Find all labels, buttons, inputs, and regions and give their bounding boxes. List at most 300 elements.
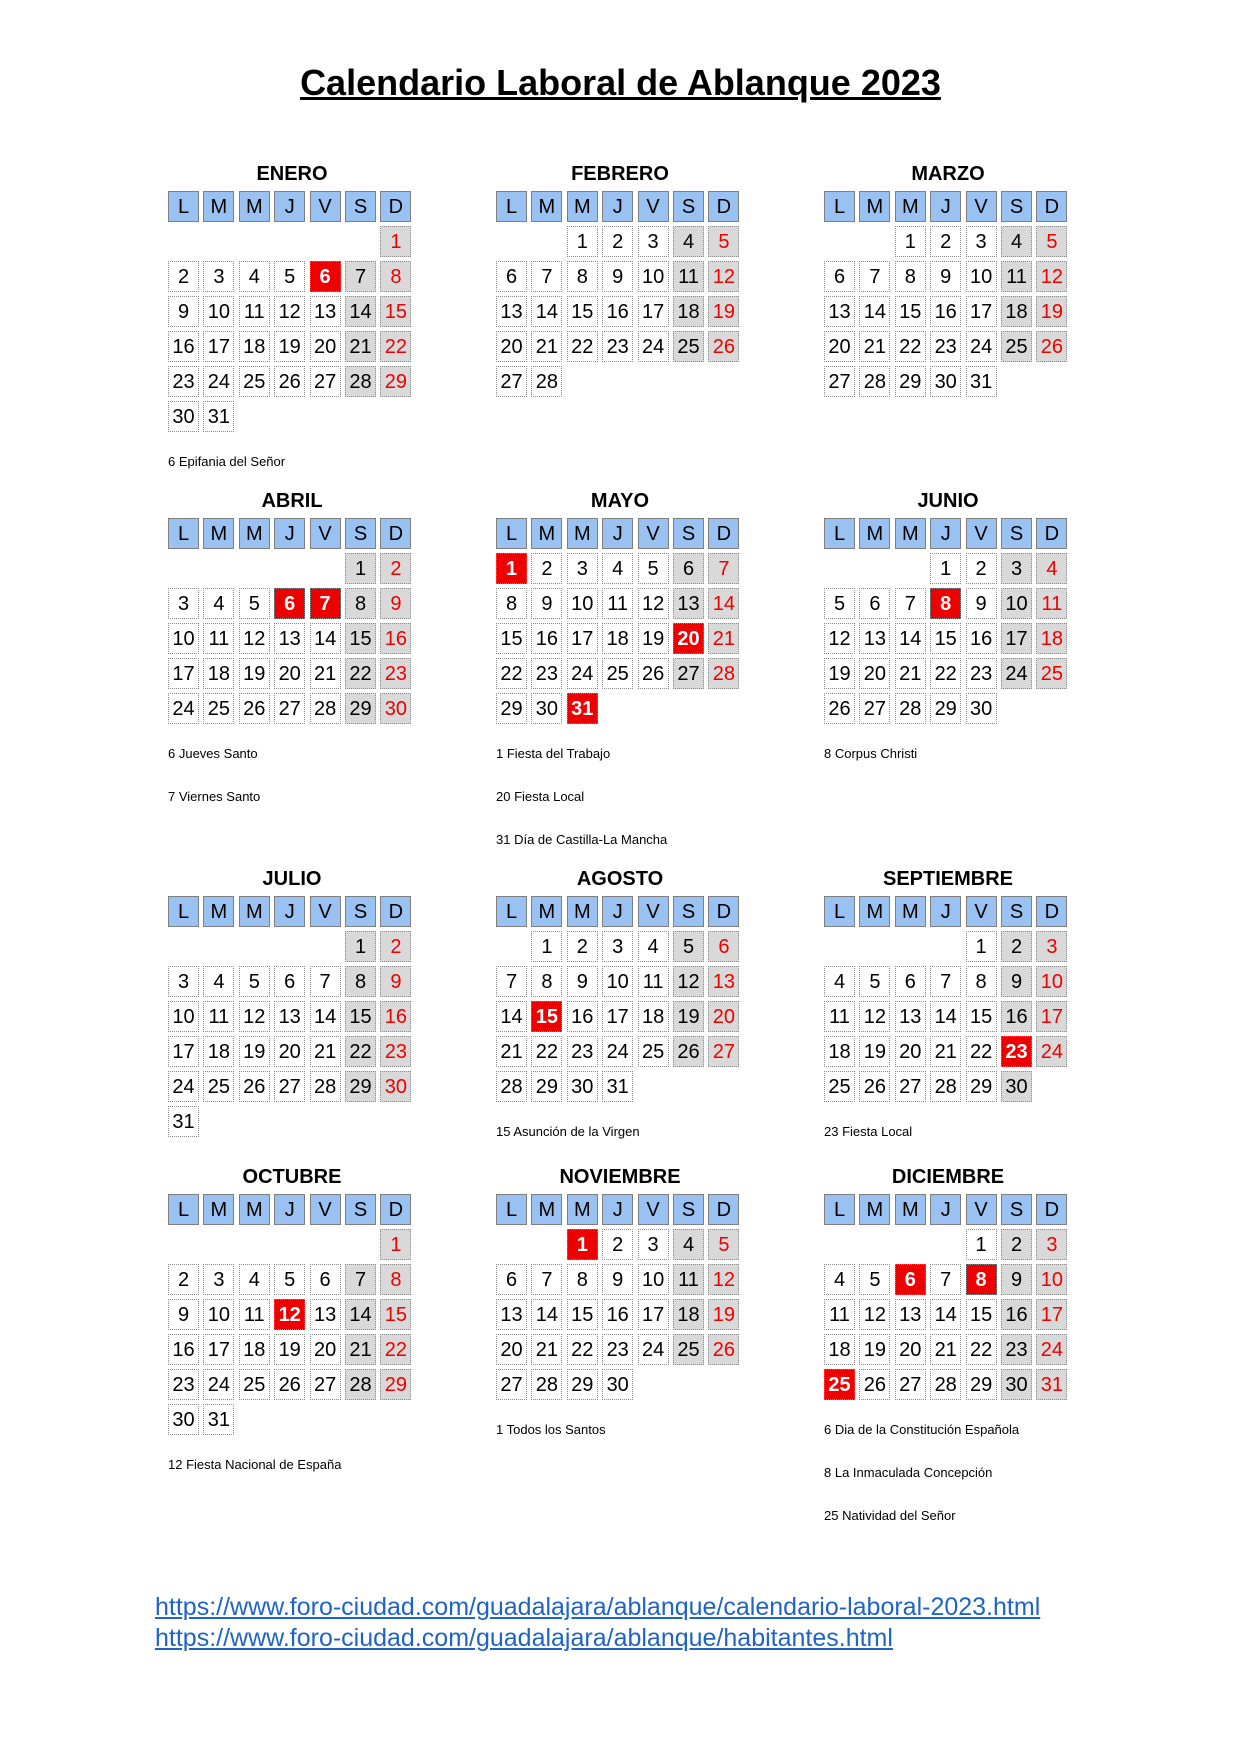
day-cell: 21 [310, 1036, 341, 1067]
day-cell: 23 [380, 658, 411, 689]
day-cell: 13 [274, 1001, 305, 1032]
day-cell: 27 [310, 1369, 341, 1400]
day-cell: 14 [531, 296, 562, 327]
weekday-header: D [708, 191, 739, 222]
weekday-header: L [496, 896, 527, 927]
day-cell: 4 [673, 226, 704, 257]
day-cell: 25 [673, 1334, 704, 1365]
day-cell: 15 [380, 296, 411, 327]
day-cell: 21 [310, 658, 341, 689]
day-cell: 15 [496, 623, 527, 654]
day-cell: 30 [966, 693, 997, 724]
day-cell: 26 [274, 366, 305, 397]
day-cell: 30 [1001, 1369, 1032, 1400]
day-cell: 2 [168, 261, 199, 292]
day-cell: 24 [602, 1036, 633, 1067]
weekday-header: D [380, 1194, 411, 1225]
day-cell: 10 [1036, 966, 1067, 997]
day-cell: 14 [310, 1001, 341, 1032]
weekday-header: L [168, 191, 199, 222]
day-cell: 1 [966, 931, 997, 962]
day-cell: 22 [380, 331, 411, 362]
weekday-header: L [168, 1194, 199, 1225]
day-cell: 12 [673, 966, 704, 997]
day-cell: 11 [602, 588, 633, 619]
day-cell: 7 [345, 1264, 376, 1295]
day-cell: 6 [496, 1264, 527, 1295]
day-cell: 21 [930, 1036, 961, 1067]
day-cell: 25 [239, 366, 270, 397]
day-cell: 18 [1036, 623, 1067, 654]
day-cell: 7 [859, 261, 890, 292]
day-cell: 19 [859, 1036, 890, 1067]
holiday-day-cell: 15 [531, 1001, 562, 1032]
day-cell: 18 [203, 658, 234, 689]
day-cell: 10 [203, 296, 234, 327]
weekday-header: L [168, 896, 199, 927]
day-cell: 12 [274, 296, 305, 327]
day-cell: 8 [380, 261, 411, 292]
weekday-header: S [345, 191, 376, 222]
weekday-header: D [380, 191, 411, 222]
day-cell: 13 [708, 966, 739, 997]
day-cell: 2 [602, 226, 633, 257]
day-cell: 12 [239, 1001, 270, 1032]
weekday-header: M [895, 518, 926, 549]
day-cell: 26 [708, 331, 739, 362]
day-cell: 13 [673, 588, 704, 619]
month-name: DICIEMBRE [891, 1166, 1005, 1188]
day-cell: 8 [966, 966, 997, 997]
weekday-header: V [638, 518, 669, 549]
day-cell: 25 [673, 331, 704, 362]
links-block [155, 1592, 1040, 1654]
weekday-header: D [708, 518, 739, 549]
day-cell: 20 [310, 1334, 341, 1365]
day-cell: 5 [708, 1229, 739, 1260]
day-cell: 27 [895, 1071, 926, 1102]
month-name: SEPTIEMBRE [882, 868, 1014, 890]
day-cell: 11 [203, 1001, 234, 1032]
weekday-header: M [203, 191, 234, 222]
weekday-header: V [638, 1194, 669, 1225]
day-cell: 27 [274, 1071, 305, 1102]
holiday-note: 8 Corpus Christi [824, 746, 918, 761]
day-cell: 29 [531, 1071, 562, 1102]
day-cell: 11 [673, 261, 704, 292]
day-cell: 17 [1036, 1001, 1067, 1032]
day-cell: 25 [203, 693, 234, 724]
day-cell: 6 [673, 553, 704, 584]
day-cell: 18 [239, 1334, 270, 1365]
day-cell: 16 [168, 331, 199, 362]
day-cell: 11 [203, 623, 234, 654]
day-cell: 31 [1036, 1369, 1067, 1400]
day-cell: 24 [1036, 1334, 1067, 1365]
weekday-header: J [274, 896, 305, 927]
day-cell: 19 [239, 658, 270, 689]
day-cell: 27 [496, 1369, 527, 1400]
day-cell: 29 [895, 366, 926, 397]
weekday-header: L [496, 191, 527, 222]
day-cell: 6 [274, 966, 305, 997]
month-name: ENERO [256, 163, 328, 185]
day-cell: 31 [602, 1071, 633, 1102]
day-cell: 24 [203, 1369, 234, 1400]
day-cell: 3 [638, 1229, 669, 1260]
day-cell: 23 [602, 331, 633, 362]
day-cell: 28 [708, 658, 739, 689]
weekday-header: M [531, 518, 562, 549]
day-cell: 31 [966, 366, 997, 397]
day-cell: 25 [602, 658, 633, 689]
day-cell: 21 [930, 1334, 961, 1365]
day-cell: 19 [239, 1036, 270, 1067]
day-cell: 5 [239, 588, 270, 619]
day-cell: 10 [567, 588, 598, 619]
day-cell: 9 [168, 1299, 199, 1330]
month-name: MAYO [590, 490, 650, 512]
day-cell: 2 [1001, 931, 1032, 962]
day-cell: 21 [895, 658, 926, 689]
holiday-note: 6 Jueves Santo [168, 746, 258, 761]
day-cell: 9 [168, 296, 199, 327]
weekday-header: V [966, 896, 997, 927]
day-cell: 4 [638, 931, 669, 962]
day-cell: 10 [966, 261, 997, 292]
day-cell: 4 [203, 966, 234, 997]
holiday-note: 31 Día de Castilla-La Mancha [496, 832, 668, 847]
month-name: ABRIL [261, 490, 323, 512]
day-cell: 8 [531, 966, 562, 997]
day-cell: 26 [824, 693, 855, 724]
weekday-header: M [895, 896, 926, 927]
weekday-header: D [708, 896, 739, 927]
weekday-header: M [531, 191, 562, 222]
day-cell: 2 [602, 1229, 633, 1260]
day-cell: 29 [966, 1071, 997, 1102]
day-cell: 3 [168, 966, 199, 997]
day-cell: 11 [1036, 588, 1067, 619]
day-cell: 21 [708, 623, 739, 654]
day-cell: 13 [496, 1299, 527, 1330]
day-cell: 8 [567, 261, 598, 292]
day-cell: 7 [531, 261, 562, 292]
day-cell: 10 [1001, 588, 1032, 619]
day-cell: 1 [966, 1229, 997, 1260]
day-cell: 9 [602, 1264, 633, 1295]
day-cell: 28 [310, 1071, 341, 1102]
day-cell: 16 [380, 1001, 411, 1032]
day-cell: 3 [168, 588, 199, 619]
day-cell: 29 [966, 1369, 997, 1400]
day-cell: 2 [380, 553, 411, 584]
day-cell: 18 [638, 1001, 669, 1032]
day-cell: 22 [380, 1334, 411, 1365]
day-cell: 24 [203, 366, 234, 397]
day-cell: 29 [380, 1369, 411, 1400]
day-cell: 16 [168, 1334, 199, 1365]
weekday-header: J [602, 896, 633, 927]
day-cell: 26 [708, 1334, 739, 1365]
day-cell: 10 [638, 261, 669, 292]
weekday-header: M [567, 518, 598, 549]
day-cell: 16 [567, 1001, 598, 1032]
holiday-note: 12 Fiesta Nacional de España [168, 1457, 342, 1472]
day-cell: 25 [1001, 331, 1032, 362]
day-cell: 13 [895, 1299, 926, 1330]
month-name: NOVIEMBRE [559, 1166, 681, 1188]
weekday-header: D [1036, 518, 1067, 549]
weekday-header: L [824, 896, 855, 927]
day-cell: 24 [168, 1071, 199, 1102]
weekday-header: M [859, 1194, 890, 1225]
day-cell: 14 [930, 1001, 961, 1032]
day-cell: 20 [824, 331, 855, 362]
day-cell: 28 [345, 366, 376, 397]
day-cell: 17 [168, 658, 199, 689]
weekday-header: V [310, 518, 341, 549]
day-cell: 30 [531, 693, 562, 724]
weekday-header: M [239, 896, 270, 927]
weekday-header: M [203, 1194, 234, 1225]
holiday-note: 6 Epifania del Señor [168, 454, 286, 469]
day-cell: 19 [638, 623, 669, 654]
month-name: JULIO [262, 868, 322, 890]
day-cell: 8 [567, 1264, 598, 1295]
day-cell: 10 [168, 623, 199, 654]
day-cell: 23 [1001, 1334, 1032, 1365]
day-cell: 24 [966, 331, 997, 362]
day-cell: 22 [966, 1036, 997, 1067]
day-cell: 7 [930, 966, 961, 997]
day-cell: 2 [380, 931, 411, 962]
day-cell: 9 [380, 588, 411, 619]
day-cell: 20 [274, 658, 305, 689]
day-cell: 29 [380, 366, 411, 397]
weekday-header: J [274, 518, 305, 549]
day-cell: 18 [673, 1299, 704, 1330]
day-cell: 5 [824, 588, 855, 619]
day-cell: 26 [673, 1036, 704, 1067]
page-title: Calendario Laboral de Ablanque 2023 [300, 62, 941, 103]
day-cell: 14 [345, 296, 376, 327]
day-cell: 8 [345, 966, 376, 997]
weekday-header: M [895, 191, 926, 222]
day-cell: 1 [895, 226, 926, 257]
day-cell: 11 [239, 1299, 270, 1330]
day-cell: 14 [708, 588, 739, 619]
weekday-header: M [859, 518, 890, 549]
day-cell: 24 [567, 658, 598, 689]
month-name: AGOSTO [576, 868, 664, 890]
day-cell: 17 [1001, 623, 1032, 654]
day-cell: 20 [496, 331, 527, 362]
day-cell: 21 [531, 1334, 562, 1365]
day-cell: 1 [930, 553, 961, 584]
day-cell: 19 [673, 1001, 704, 1032]
day-cell: 22 [567, 331, 598, 362]
day-cell: 17 [966, 296, 997, 327]
weekday-header: S [345, 518, 376, 549]
day-cell: 15 [380, 1299, 411, 1330]
day-cell: 11 [673, 1264, 704, 1295]
day-cell: 6 [310, 1264, 341, 1295]
day-cell: 28 [310, 693, 341, 724]
day-cell: 16 [380, 623, 411, 654]
day-cell: 6 [496, 261, 527, 292]
day-cell: 8 [895, 261, 926, 292]
link-calendario[interactable]: https://www.foro-ciudad.com/guadalajara/ablanque/calendario-laboral-2023.html [155, 1593, 1041, 1621]
day-cell: 14 [859, 296, 890, 327]
weekday-header: D [1036, 191, 1067, 222]
day-cell: 28 [859, 366, 890, 397]
day-cell: 26 [859, 1071, 890, 1102]
day-cell: 23 [380, 1036, 411, 1067]
weekday-header: J [602, 1194, 633, 1225]
weekday-header: S [1001, 1194, 1032, 1225]
day-cell: 13 [859, 623, 890, 654]
day-cell: 9 [531, 588, 562, 619]
day-cell: 30 [1001, 1071, 1032, 1102]
weekday-header: M [239, 1194, 270, 1225]
holiday-day-cell: 8 [930, 588, 961, 619]
day-cell: 16 [930, 296, 961, 327]
day-cell: 6 [708, 931, 739, 962]
day-cell: 22 [966, 1334, 997, 1365]
day-cell: 19 [859, 1334, 890, 1365]
holiday-note: 1 Todos los Santos [496, 1422, 606, 1437]
day-cell: 5 [859, 966, 890, 997]
day-cell: 7 [531, 1264, 562, 1295]
day-cell: 16 [602, 1299, 633, 1330]
day-cell: 27 [708, 1036, 739, 1067]
weekday-header: M [531, 896, 562, 927]
holiday-day-cell: 1 [496, 553, 527, 584]
day-cell: 26 [638, 658, 669, 689]
weekday-header: S [673, 191, 704, 222]
day-cell: 9 [602, 261, 633, 292]
day-cell: 19 [1036, 296, 1067, 327]
day-cell: 27 [274, 693, 305, 724]
day-cell: 19 [708, 1299, 739, 1330]
weekday-header: L [824, 191, 855, 222]
day-cell: 15 [567, 296, 598, 327]
day-cell: 23 [966, 658, 997, 689]
day-cell: 2 [930, 226, 961, 257]
day-cell: 26 [239, 1071, 270, 1102]
day-cell: 21 [531, 331, 562, 362]
day-cell: 15 [966, 1001, 997, 1032]
weekday-header: M [239, 518, 270, 549]
weekday-header: J [274, 191, 305, 222]
day-cell: 16 [531, 623, 562, 654]
day-cell: 24 [1001, 658, 1032, 689]
holiday-note: 8 La Inmaculada Concepción [824, 1465, 993, 1480]
day-cell: 11 [824, 1299, 855, 1330]
weekday-header: D [1036, 1194, 1067, 1225]
holiday-note: 6 Dia de la Constitución Española [824, 1422, 1020, 1437]
day-cell: 22 [345, 658, 376, 689]
day-cell: 15 [567, 1299, 598, 1330]
day-cell: 23 [168, 1369, 199, 1400]
day-cell: 18 [203, 1036, 234, 1067]
day-cell: 22 [567, 1334, 598, 1365]
day-cell: 30 [602, 1369, 633, 1400]
day-cell: 7 [496, 966, 527, 997]
holiday-note: 7 Viernes Santo [168, 789, 261, 804]
weekday-header: D [380, 518, 411, 549]
day-cell: 13 [310, 296, 341, 327]
day-cell: 9 [966, 588, 997, 619]
day-cell: 26 [1036, 331, 1067, 362]
month-name: FEBRERO [571, 163, 669, 185]
day-cell: 3 [203, 1264, 234, 1295]
day-cell: 31 [203, 401, 234, 432]
weekday-header: J [930, 518, 961, 549]
day-cell: 23 [602, 1334, 633, 1365]
day-cell: 29 [567, 1369, 598, 1400]
day-cell: 18 [602, 623, 633, 654]
weekday-header: V [638, 896, 669, 927]
day-cell: 29 [496, 693, 527, 724]
weekday-header: J [930, 191, 961, 222]
day-cell: 10 [638, 1264, 669, 1295]
weekday-header: L [824, 1194, 855, 1225]
day-cell: 5 [1036, 226, 1067, 257]
day-cell: 14 [531, 1299, 562, 1330]
day-cell: 8 [380, 1264, 411, 1295]
weekday-header: M [895, 1194, 926, 1225]
day-cell: 2 [531, 553, 562, 584]
day-cell: 4 [602, 553, 633, 584]
day-cell: 23 [567, 1036, 598, 1067]
day-cell: 24 [168, 693, 199, 724]
day-cell: 4 [673, 1229, 704, 1260]
day-cell: 5 [239, 966, 270, 997]
day-cell: 1 [345, 553, 376, 584]
holiday-day-cell: 6 [310, 261, 341, 292]
weekday-header: J [602, 191, 633, 222]
day-cell: 21 [859, 331, 890, 362]
weekday-header: S [1001, 896, 1032, 927]
weekday-header: V [310, 1194, 341, 1225]
day-cell: 15 [895, 296, 926, 327]
day-cell: 10 [203, 1299, 234, 1330]
day-cell: 27 [496, 366, 527, 397]
weekday-header: M [531, 1194, 562, 1225]
weekday-header: S [673, 896, 704, 927]
day-cell: 25 [203, 1071, 234, 1102]
weekday-header: V [310, 896, 341, 927]
link-habitantes[interactable]: https://www.foro-ciudad.com/guadalajara/ablanque/habitantes.html [155, 1624, 893, 1652]
day-cell: 17 [203, 1334, 234, 1365]
month-name: OCTUBRE [242, 1166, 342, 1188]
day-cell: 20 [895, 1334, 926, 1365]
day-cell: 26 [859, 1369, 890, 1400]
weekday-header: D [708, 1194, 739, 1225]
weekday-header: M [567, 1194, 598, 1225]
day-cell: 27 [673, 658, 704, 689]
day-cell: 20 [496, 1334, 527, 1365]
day-cell: 17 [168, 1036, 199, 1067]
day-cell: 18 [1001, 296, 1032, 327]
holiday-day-cell: 1 [567, 1229, 598, 1260]
day-cell: 30 [930, 366, 961, 397]
day-cell: 26 [274, 1369, 305, 1400]
day-cell: 26 [239, 693, 270, 724]
weekday-header: J [274, 1194, 305, 1225]
